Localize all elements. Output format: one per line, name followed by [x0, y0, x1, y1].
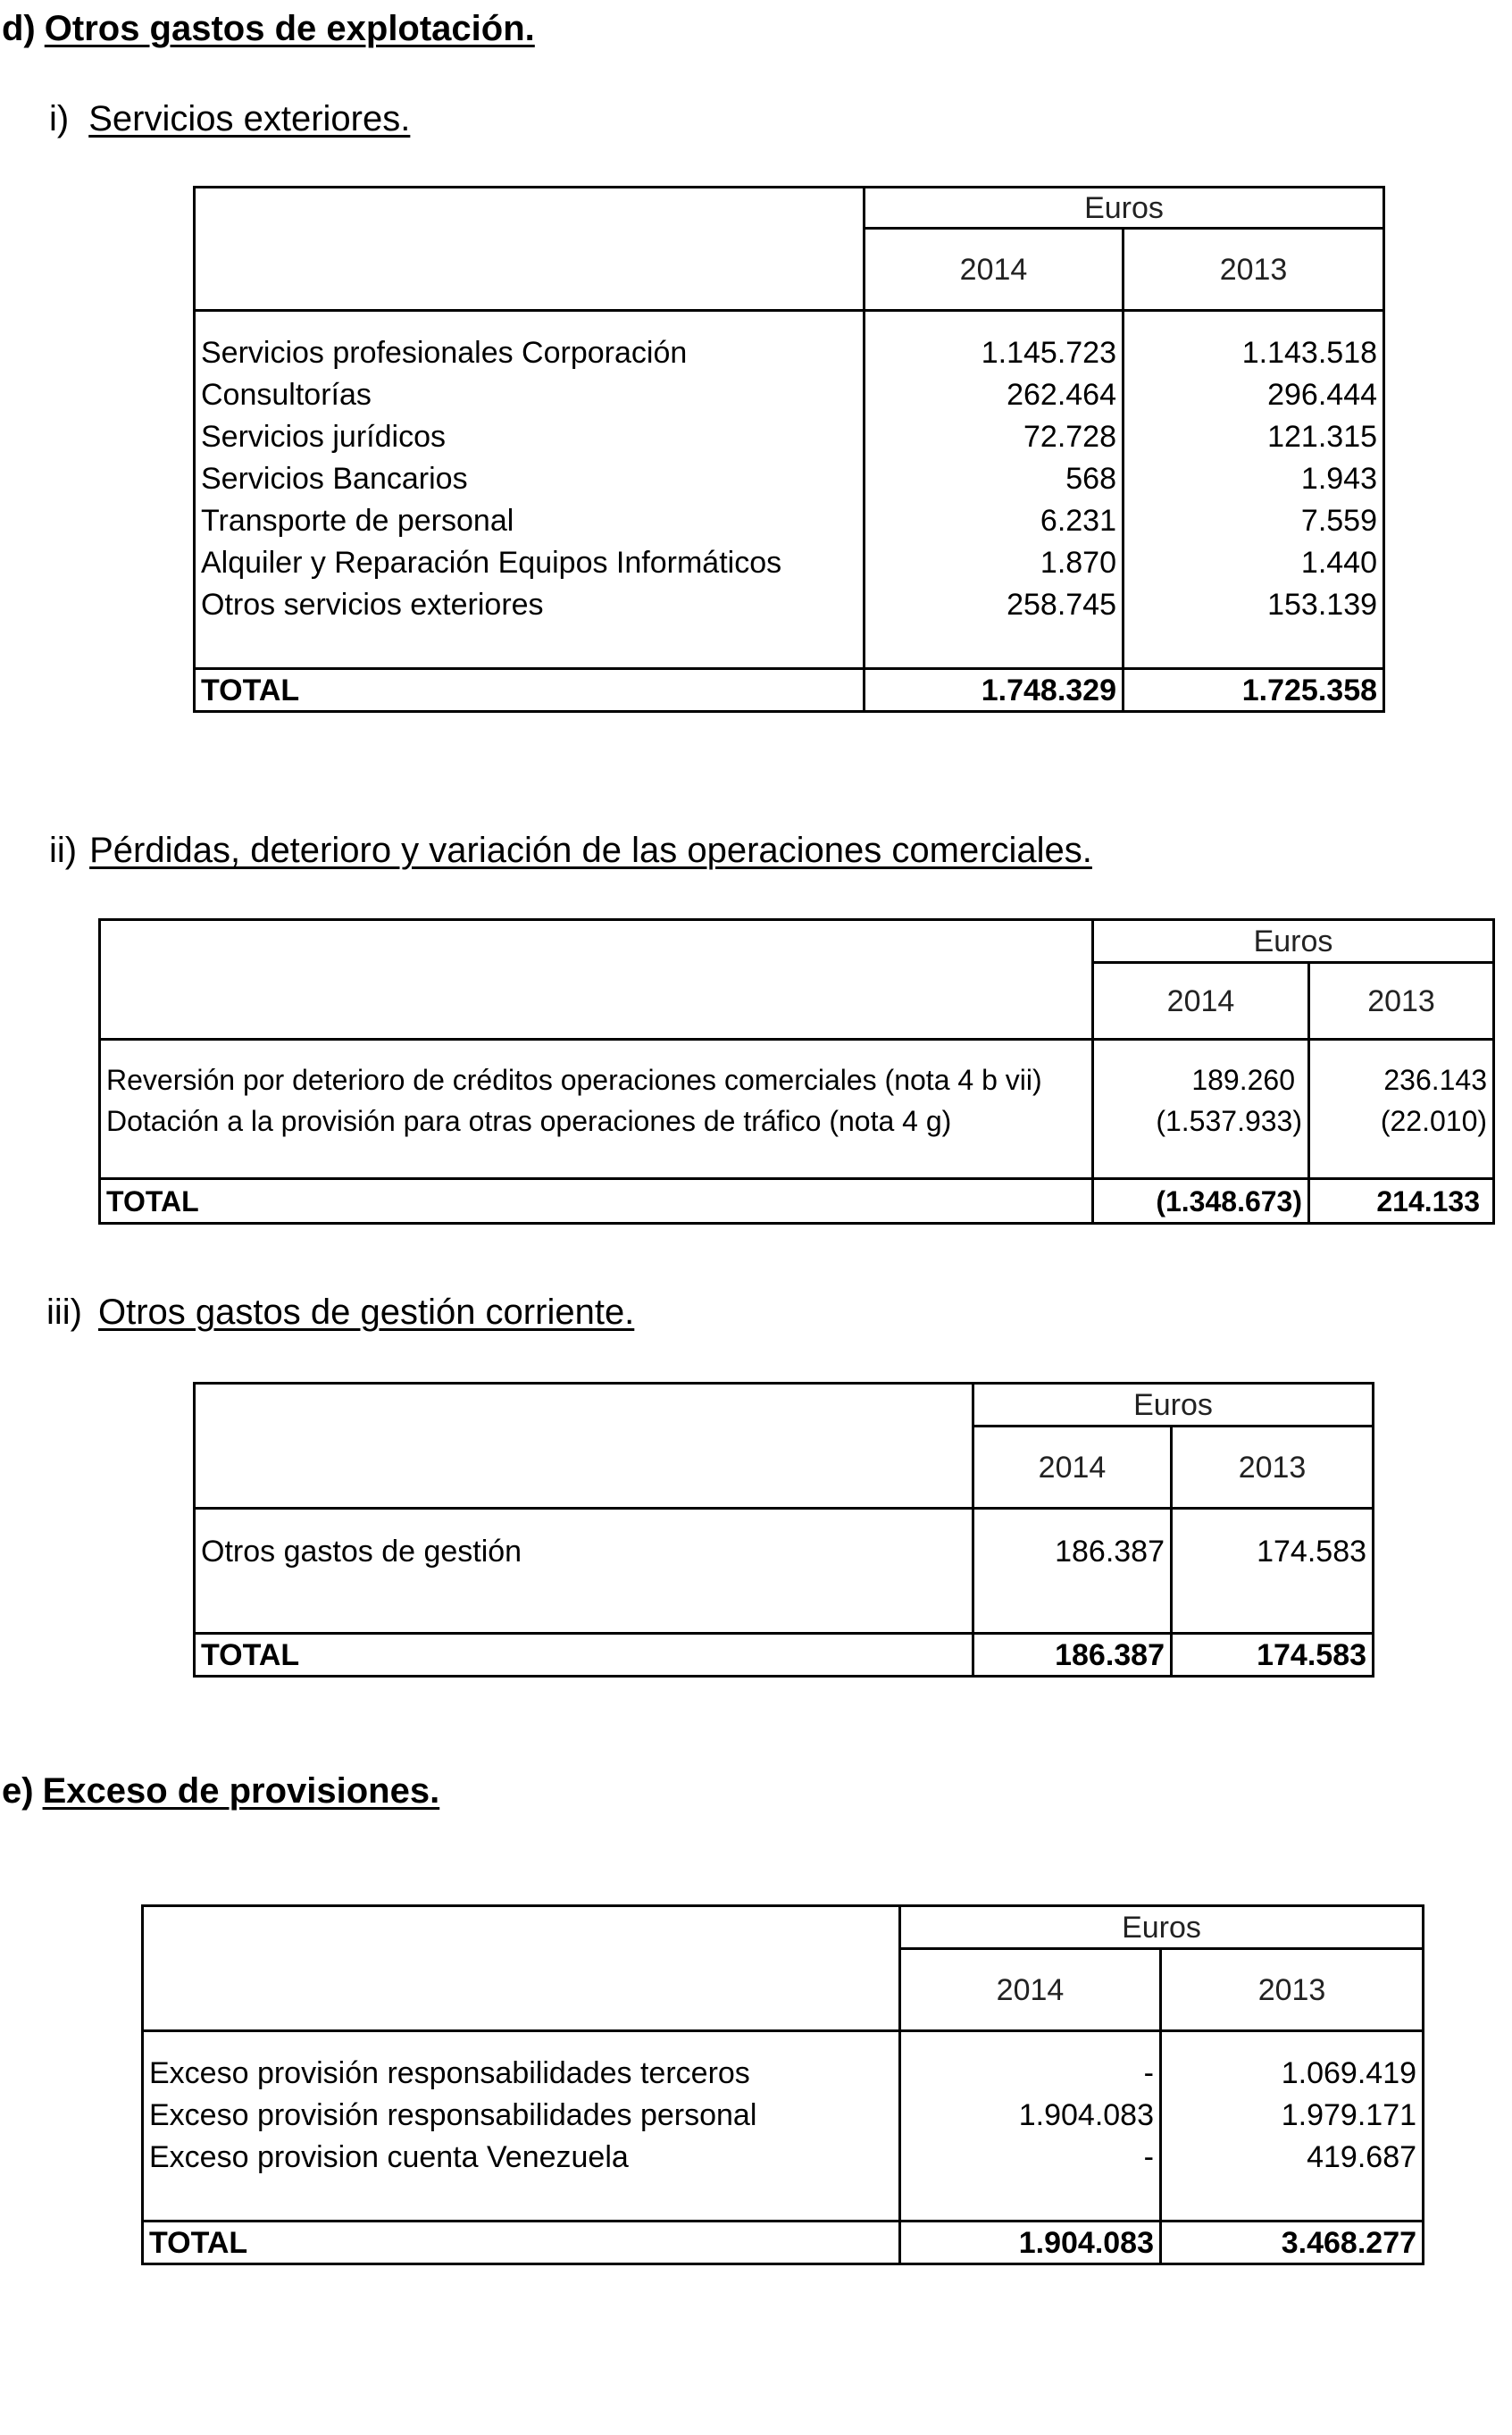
total-row	[143, 2222, 1424, 2264]
header-year-2014: 2014	[1093, 963, 1309, 1040]
table-row	[100, 1059, 1494, 1100]
table-row	[143, 2095, 1424, 2137]
section-i-title: Servicios exteriores.	[88, 99, 411, 138]
row-value-2013: (22.010)	[1380, 1104, 1488, 1137]
header-year-2014: 2014	[900, 1949, 1161, 2031]
section-i-number: i)	[49, 99, 70, 138]
exceso-provisiones-table	[141, 1904, 1424, 2265]
header-unit: Euros	[900, 1906, 1424, 1949]
total-value-2013: 3.468.277	[1281, 2225, 1417, 2260]
row-value-2013: 296.444	[1267, 378, 1378, 412]
row-value-2013: 174.583	[1257, 1534, 1367, 1569]
total-value-2013: 214.133	[1376, 1184, 1481, 1218]
row-value-2013: 1.979.171	[1281, 2098, 1417, 2132]
row-value-2013: 419.687	[1307, 2140, 1417, 2174]
table-row	[100, 1100, 1494, 1142]
header-year-2013: 2013	[1257, 1972, 1326, 2007]
section-d-number: d)	[2, 9, 36, 48]
row-value-2014: 258.745	[865, 584, 1124, 626]
table-row	[195, 458, 1384, 500]
table-row	[195, 332, 1384, 374]
row-label: Transporte de personal	[195, 500, 865, 542]
header-blank-cell	[195, 188, 865, 311]
table-row	[195, 1530, 1374, 1573]
row-value-2013: 153.139	[1267, 588, 1378, 622]
row-value-2014: (1.537.933)	[1093, 1100, 1309, 1142]
servicios-exteriores-table	[193, 186, 1385, 713]
section-iii-heading	[46, 1294, 634, 1330]
table-row	[143, 2053, 1424, 2095]
total-value-2014: 186.387	[973, 1634, 1172, 1677]
row-label: Exceso provisión responsabilidades personal	[143, 2095, 900, 2137]
row-label: Alquiler y Reparación Equipos Informáticos	[195, 542, 865, 584]
table-row	[195, 542, 1384, 584]
row-value-2014: -	[900, 2137, 1161, 2179]
header-year-2013: 2013	[1367, 983, 1435, 1018]
section-d-title: Otros gastos de explotación.	[44, 9, 535, 48]
row-value-2013: 7.559	[1300, 504, 1378, 538]
table-row	[195, 374, 1384, 416]
section-iii-number: iii)	[46, 1293, 82, 1332]
row-label: Reversión por deterioro de créditos operaciones comerciales (nota 4 b vii)	[100, 1059, 1093, 1100]
section-ii-heading	[49, 833, 1092, 868]
header-unit: Euros	[973, 1384, 1374, 1427]
header-blank-cell	[195, 1384, 973, 1509]
table-header-row	[143, 1906, 1424, 1949]
row-label: Exceso provision cuenta Venezuela	[143, 2137, 900, 2179]
table-header-row	[100, 920, 1494, 963]
table-header-row	[195, 188, 1384, 229]
row-label: Servicios Bancarios	[195, 458, 865, 500]
table-row	[195, 584, 1384, 626]
row-value-2014: -	[900, 2053, 1161, 2095]
row-label: Servicios jurídicos	[195, 416, 865, 458]
section-iii-title: Otros gastos de gestión corriente.	[97, 1293, 635, 1332]
total-row	[195, 1634, 1374, 1677]
row-value-2013: 121.315	[1267, 420, 1378, 454]
row-label: Otros servicios exteriores	[195, 584, 865, 626]
row-label: Otros gastos de gestión	[195, 1530, 973, 1573]
row-value-2013: 1.143.518	[1241, 336, 1378, 370]
total-value-2014: 1.748.329	[865, 669, 1124, 712]
section-e-title: Exceso de provisiones.	[42, 1771, 440, 1811]
header-blank-cell	[143, 1906, 900, 2031]
row-value-2013: 1.440	[1300, 546, 1378, 580]
row-value-2014: 1.870	[865, 542, 1124, 584]
section-ii-title: Pérdidas, deterioro y variación de las operaciones comerciales.	[89, 831, 1092, 870]
total-label: TOTAL	[143, 2222, 900, 2264]
header-year-2013: 2013	[1238, 1450, 1307, 1485]
row-label: Consultorías	[195, 374, 865, 416]
table-row	[143, 2137, 1424, 2179]
row-value-2014: 1.145.723	[865, 332, 1124, 374]
row-value-2014: 568	[865, 458, 1124, 500]
header-blank-cell	[100, 920, 1093, 1040]
header-year-2014: 2014	[973, 1427, 1172, 1509]
total-label: TOTAL	[195, 669, 865, 712]
total-value-2013: 174.583	[1257, 1637, 1367, 1672]
row-value-2014: 186.387	[973, 1530, 1172, 1573]
perdidas-deterioro-table	[98, 918, 1495, 1225]
table-header-row	[195, 1384, 1374, 1427]
row-value-2014: 6.231	[865, 500, 1124, 542]
otros-gastos-gestion-table	[193, 1382, 1374, 1678]
section-e-number: e)	[2, 1771, 34, 1811]
row-value-2014: 1.904.083	[900, 2095, 1161, 2137]
header-year-2014: 2014	[865, 229, 1124, 311]
header-year-2013: 2013	[1219, 252, 1288, 287]
total-value-2014: (1.348.673)	[1093, 1179, 1309, 1224]
row-value-2013: 236.143	[1383, 1063, 1488, 1096]
header-unit: Euros	[1093, 920, 1494, 963]
total-row	[195, 669, 1384, 712]
row-value-2014: 262.464	[865, 374, 1124, 416]
row-value-2013: 1.069.419	[1281, 2056, 1417, 2090]
row-label: Dotación a la provisión para otras operaciones de tráfico (nota 4 g)	[100, 1100, 1093, 1142]
total-value-2013: 1.725.358	[1241, 673, 1378, 707]
section-d-heading	[2, 11, 535, 46]
total-row	[100, 1179, 1494, 1224]
row-value-2014: 72.728	[865, 416, 1124, 458]
row-label: Exceso provisión responsabilidades terceros	[143, 2053, 900, 2095]
total-label: TOTAL	[195, 1634, 973, 1677]
section-e-heading	[2, 1773, 439, 1809]
row-value-2014: 189.260	[1093, 1059, 1309, 1100]
row-value-2013: 1.943	[1300, 462, 1378, 496]
header-unit: Euros	[865, 188, 1384, 229]
row-label: Servicios profesionales Corporación	[195, 332, 865, 374]
section-i-heading	[49, 101, 410, 137]
total-value-2014: 1.904.083	[900, 2222, 1161, 2264]
table-row	[195, 500, 1384, 542]
table-row	[195, 416, 1384, 458]
section-ii-number: ii)	[49, 831, 78, 870]
total-label: TOTAL	[100, 1179, 1093, 1224]
